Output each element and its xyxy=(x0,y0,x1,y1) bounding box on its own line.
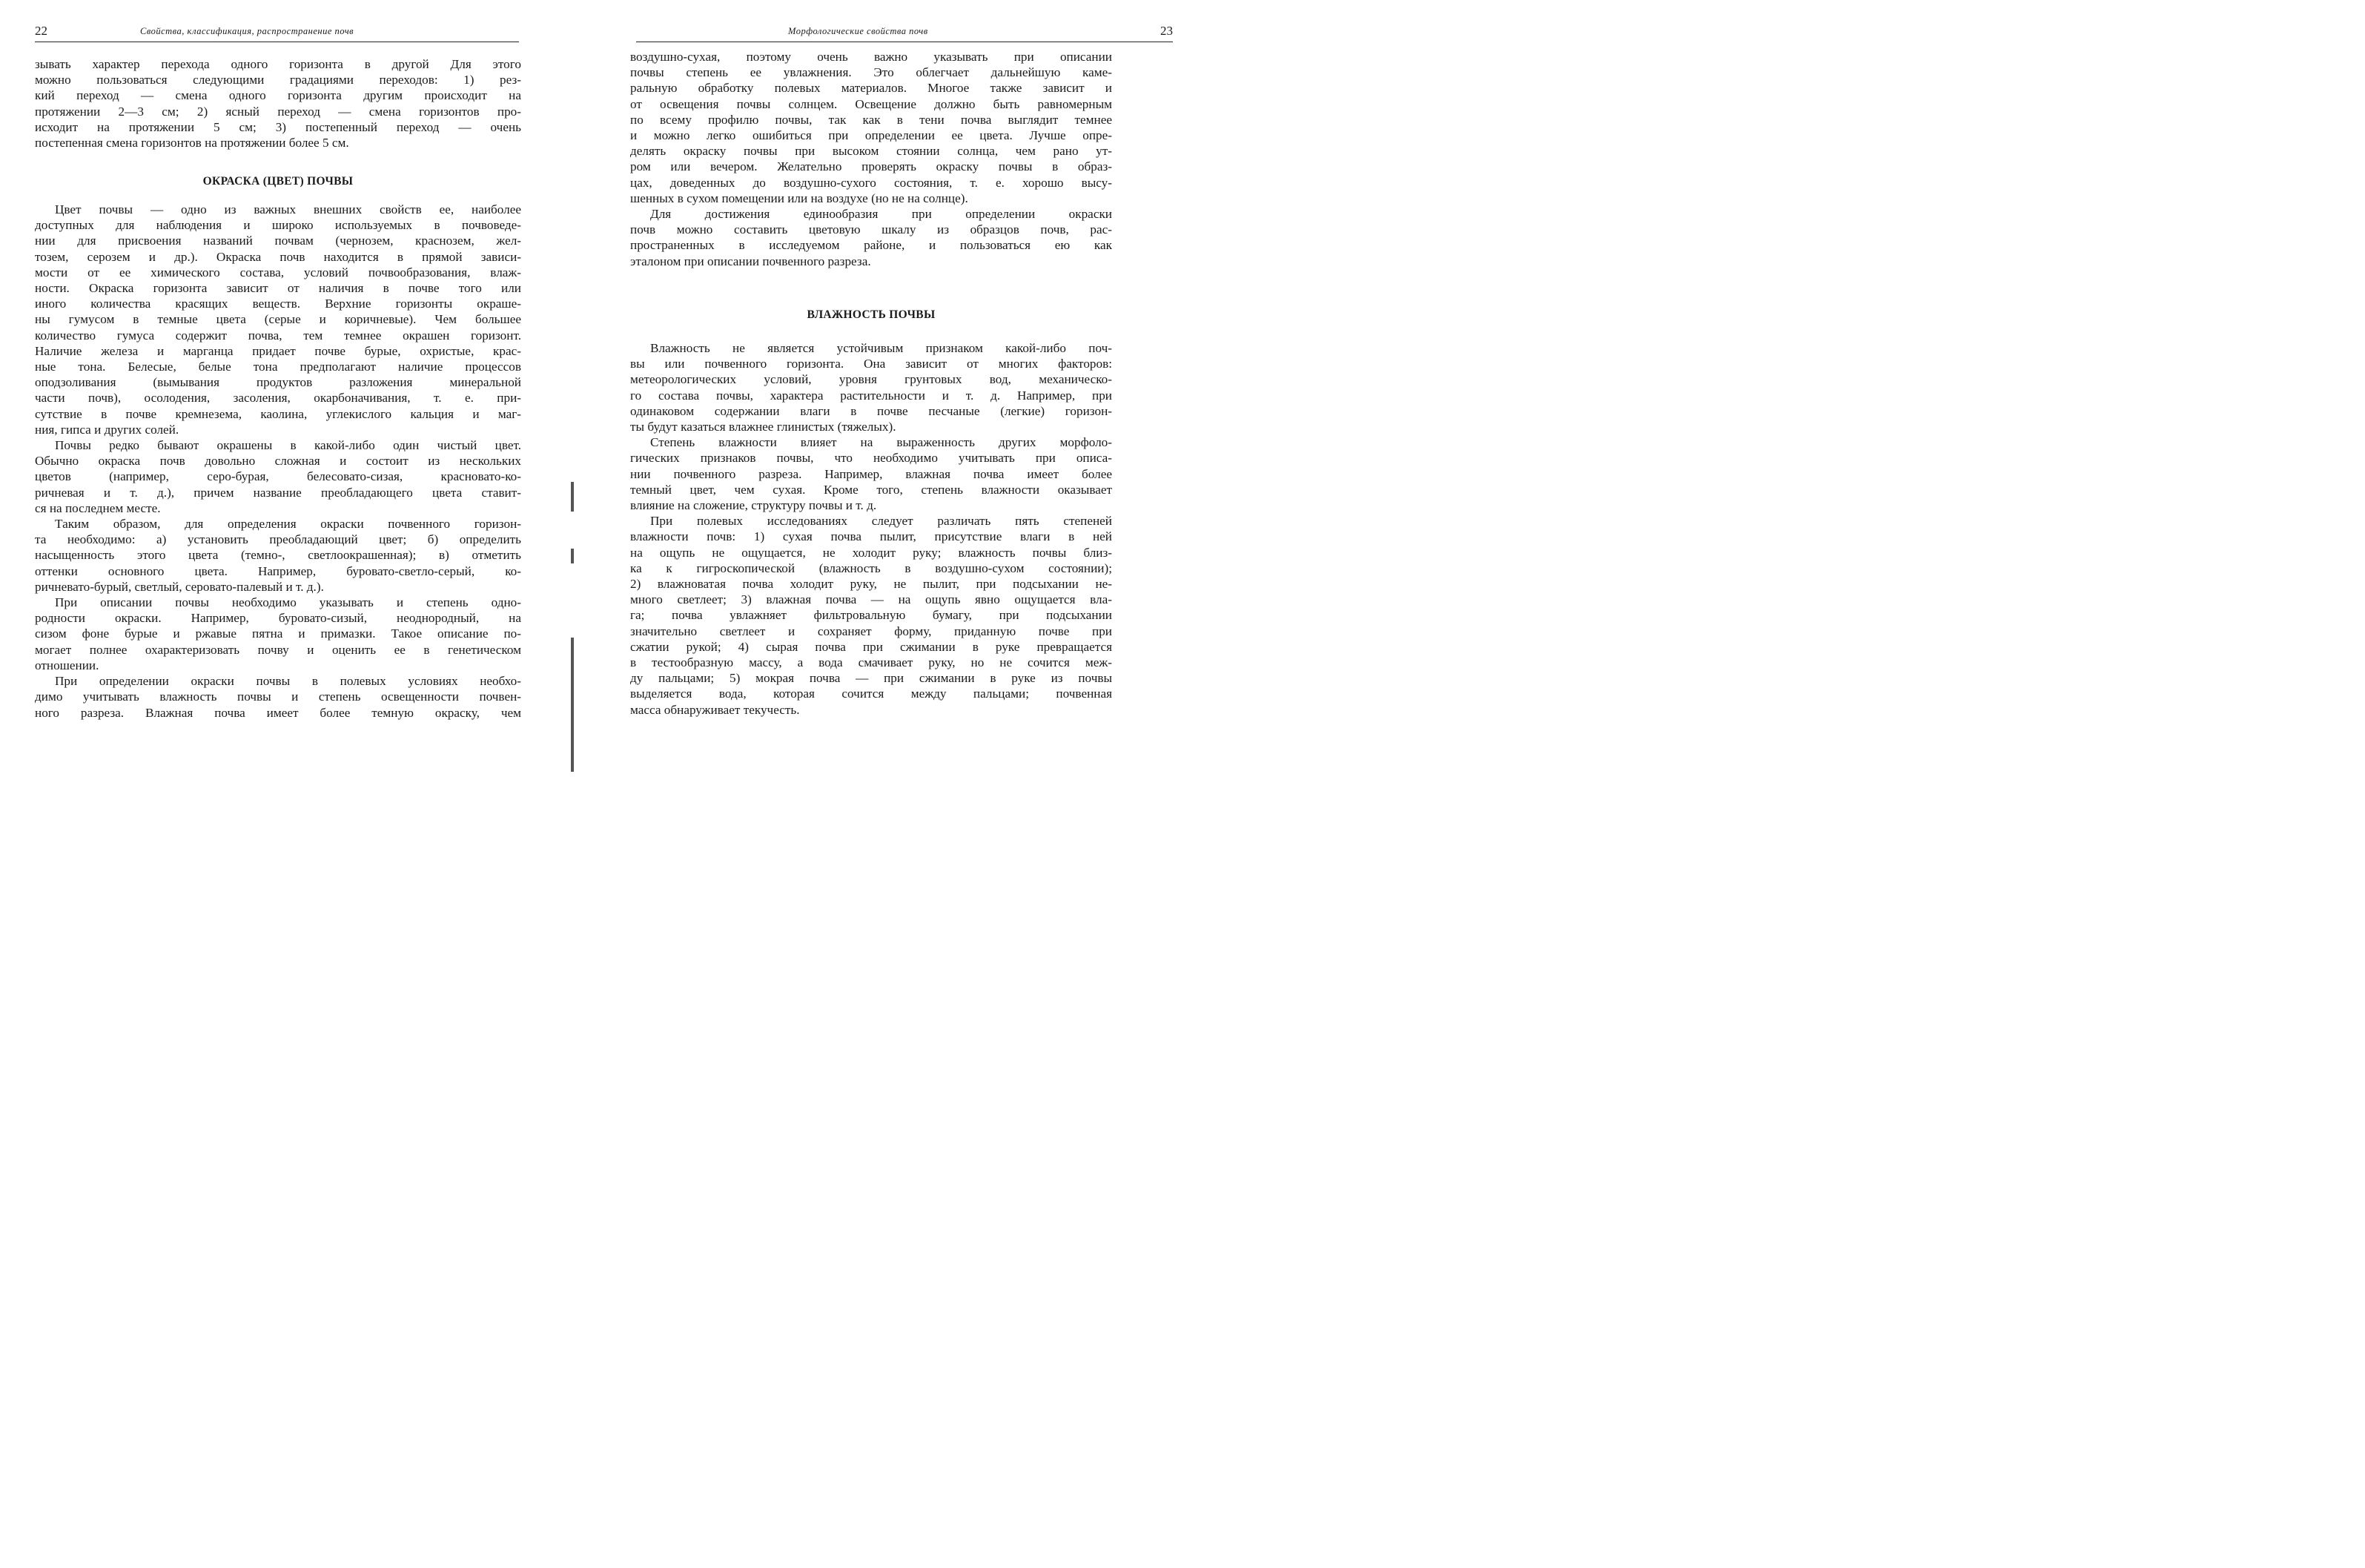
text-line: га; почва увлажняет фильтровальную бумагу, при подсыхании xyxy=(630,608,1112,623)
text-line: гических признаков почвы, что необходимо учитывать при описа- xyxy=(630,451,1112,466)
text-line: сизом фоне бурые и ржавые пятна и примазки. Такое описание по- xyxy=(35,626,521,641)
gutter-shadow xyxy=(571,638,574,772)
text-line: можно пользоваться следующими градациями переходов: 1) рез- xyxy=(35,73,521,87)
text-line: кий переход — смена одного горизонта другим происходит на xyxy=(35,88,521,103)
text-line: сжатии рукой; 4) сырая почва при сжимании в руке превращается xyxy=(630,639,1112,654)
text-line: иного количества красящих веществ. Верхние горизонты окраше- xyxy=(35,297,521,311)
text-line: ром или вечером. Желательно проверять окраску почвы в образ- xyxy=(630,159,1112,174)
text-line: делять окраску почвы при высоком стоянии солнца, чем рано ут- xyxy=(630,144,1112,159)
text-line: воздушно-сухая, поэтому очень важно указывать при описании xyxy=(630,50,1112,64)
text-line: ного разреза. Влажная почва имеет более темную окраску, чем xyxy=(35,705,521,720)
text-line: При описании почвы необходимо указывать и степень одно- xyxy=(55,595,521,610)
text-line: ности. Окраска горизонта зависит от наличия в почве того или xyxy=(35,281,521,296)
text-line: сутствие в почве кремнезема, каолина, углекислого кальция и маг- xyxy=(35,406,521,421)
page-number: 23 xyxy=(1160,24,1173,38)
text-line: зывать характер перехода одного горизонта в другой Для этого xyxy=(35,57,521,71)
text-line: могает полнее охарактеризовать почву и оценить ее в генетическом xyxy=(35,642,521,657)
text-line: влажности почв: 1) сухая почва пылит, присутствие влаги в ней xyxy=(630,529,1112,544)
text-line: Цвет почвы — одно из важных внешних свойств ее, наиболее xyxy=(55,202,521,216)
text-line: вы или почвенного горизонта. Она зависит от многих факторов: xyxy=(630,357,1112,371)
text-line: постепенная смена горизонтов на протяжении более 5 см. xyxy=(35,136,349,150)
text-line: При полевых исследованиях следует различать пять степеней xyxy=(650,514,1112,529)
text-line: ду пальцами; 5) мокрая почва — при сжимании в руке из почвы xyxy=(630,671,1112,686)
text-line: метеорологических условий, уровня грунтовых вод, механическо- xyxy=(630,372,1112,387)
text-line: цах, доведенных до воздушно-сухого состояния, т. е. хорошо высу- xyxy=(630,175,1112,190)
right-page xyxy=(586,0,1173,772)
text-line: почв можно составить цветовую шкалу из образцов почв, рас- xyxy=(630,222,1112,237)
text-line: влияние на сложение, структуру почвы и т. д. xyxy=(630,498,877,513)
body-text xyxy=(35,202,521,721)
text-line: нии почвенного разреза. Например, влажная почва имеет более xyxy=(630,466,1112,481)
text-line: много светлеет; 3) влажная почва — на ощупь явно ощущается вла- xyxy=(630,592,1112,607)
text-line: одинаковом содержании влаги в почве песчаные (легкие) горизон- xyxy=(630,403,1112,418)
text-line: Наличие железа и марганца придает почве бурые, охристые, крас- xyxy=(35,343,521,358)
text-line: пространенных в исследуемом районе, и пользоваться ею как xyxy=(630,238,1112,253)
text-line: оттенки основного цвета. Например, буровато-светло-серый, ко- xyxy=(35,563,521,578)
text-line: в тестообразную массу, а вода смачивает руку, но не сочится меж- xyxy=(630,655,1112,670)
text-line: Влажность не является устойчивым признаком какой-либо поч- xyxy=(650,341,1112,355)
text-line: протяжении 2—3 см; 2) ясный переход — смена горизонтов про- xyxy=(35,104,521,119)
text-line: по всему профилю почвы, так как в тени почва выглядит темнее xyxy=(630,112,1112,127)
text-line: го состава почвы, характера растительности и т. д. Например, при xyxy=(630,388,1112,403)
text-line: Таким образом, для определения окраски почвенного горизон- xyxy=(55,517,521,532)
text-line: родности окраски. Например, буровато-сизый, неоднородный, на xyxy=(35,611,521,626)
text-line: количество гумуса содержит почва, тем темнее окрашен горизонт. xyxy=(35,328,521,343)
text-line: эталоном при описании почвенного разреза. xyxy=(630,254,871,268)
text-line: тозем, серозем и др.). Окраска почв находится в прямой зависи- xyxy=(35,249,521,264)
text-line: ные тона. Белесые, белые тона предполагают наличие процессов xyxy=(35,360,521,374)
intro-paragraph xyxy=(630,49,1112,269)
text-line: темный цвет, чем сухая. Кроме того, степень влажности оказывает xyxy=(630,482,1112,497)
text-line: шенных в сухом помещении или на воздухе (но не на солнце). xyxy=(630,191,968,205)
text-line: ричневая и т. д.), причем название преобладающего цвета ставит- xyxy=(35,485,521,500)
gutter-shadow xyxy=(571,482,574,512)
page-number: 22 xyxy=(35,24,47,38)
body-text xyxy=(630,340,1112,718)
text-line: выделяется вода, которая сочится между пальцами; почвенная xyxy=(630,687,1112,701)
intro-paragraph xyxy=(35,56,521,150)
text-line: масса обнаруживает текучесть. xyxy=(630,702,800,717)
text-line: почвы степень ее увлажнения. Это облегчает дальнейшую каме- xyxy=(630,65,1112,80)
text-line: доступных для наблюдения и широко используемых в почвоведе- xyxy=(35,218,521,233)
text-line: исходит на протяжении 5 см; 3) постепенный переход — очень xyxy=(35,119,521,134)
text-line: и можно легко ошибиться при определении ее цвета. Лучше опре- xyxy=(630,128,1112,143)
text-line: ка к гигроскопической (влажность в воздушно-сухом состоянии); xyxy=(630,560,1112,575)
text-line: на ощупь не ощущается, не холодит руку; влажность почвы близ- xyxy=(630,545,1112,560)
text-line: нии для присвоения названий почвам (чернозем, краснозем, жел- xyxy=(35,234,521,248)
section-heading: ВЛАЖНОСТЬ ПОЧВЫ xyxy=(807,308,936,321)
text-line: Степень влажности влияет на выраженность других морфоло- xyxy=(650,435,1112,450)
page-header xyxy=(636,24,1173,42)
text-line: ральную обработку полевых материалов. Многое также зависит и xyxy=(630,81,1112,96)
text-line: При определении окраски почвы в полевых условиях необхо- xyxy=(55,674,521,689)
left-page xyxy=(0,0,563,772)
text-line: насыщенность этого цвета (темно-, светлоокрашенная); в) отметить xyxy=(35,548,521,563)
text-line: Обычно окраска почв довольно сложная и состоит из нескольких xyxy=(35,454,521,469)
text-line: оподзоливания (вымывания продуктов разложения минеральной xyxy=(35,375,521,390)
text-line: цветов (например, серо-бурая, белесовато-сизая, красновато-ко- xyxy=(35,469,521,484)
running-head: Морфологические свойства почв xyxy=(788,26,928,36)
text-line: ся на последнем месте. xyxy=(35,500,161,515)
text-line: мости от ее химического состава, условий почвообразования, влаж- xyxy=(35,265,521,279)
running-head: Свойства, классификация, распространение почв xyxy=(140,26,354,36)
text-line: ния, гипса и других солей. xyxy=(35,422,179,437)
page-header xyxy=(35,24,519,42)
text-line: части почв), осолодения, засоления, окарбоначивания, т. е. при- xyxy=(35,391,521,406)
gutter-shadow xyxy=(571,549,574,563)
text-line: ричневато-бурый, светлый, серовато-палевый и т. д.). xyxy=(35,579,324,594)
text-line: значительно светлеет и сохраняет форму, приданную почве при xyxy=(630,623,1112,638)
text-line: та необходимо: а) установить преобладающий цвет; б) определить xyxy=(35,532,521,547)
text-line: Для достижения единообразия при определении окраски xyxy=(650,207,1112,222)
text-line: 2) влажноватая почва холодит руку, не пылит, при подсыхании не- xyxy=(630,577,1112,592)
text-line: димо учитывать влажность почвы и степень освещенности почвен- xyxy=(35,689,521,704)
text-line: ты будут казаться влажнее глинистых (тяжелых). xyxy=(630,420,896,434)
text-line: ны гумусом в темные цвета (серые и коричневые). Чем большее xyxy=(35,312,521,327)
section-heading: ОКРАСКА (ЦВЕТ) ПОЧВЫ xyxy=(202,175,354,188)
text-line: Почвы редко бывают окрашены в какой-либо один чистый цвет. xyxy=(55,438,521,453)
text-line: отношении. xyxy=(35,658,99,672)
text-line: от освещения почвы солнцем. Освещение должно быть равномерным xyxy=(630,96,1112,111)
book-gutter xyxy=(568,400,575,772)
